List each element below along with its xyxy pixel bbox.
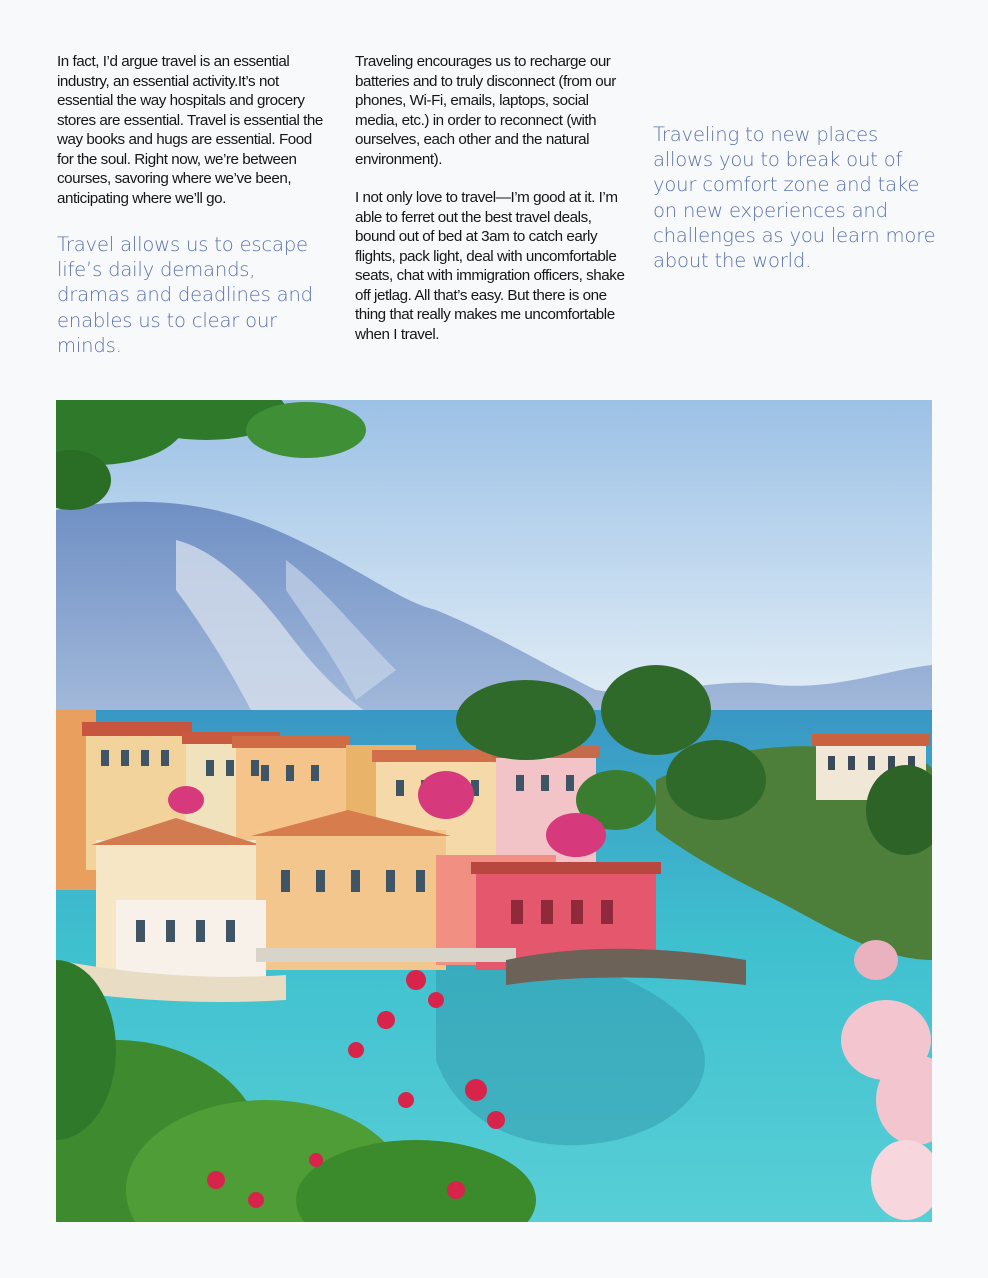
pull-quote-escape: Travel allows us to escape life’s daily demands, dramas and deadlines and enables us to clear our minds.: [57, 233, 313, 357]
coastal-village-photo: [56, 400, 932, 1222]
column-middle: [355, 52, 635, 344]
column-right: [653, 122, 938, 273]
body-paragraph-love-travel: I not only love to travel—I’m good at it. I’m able to ferret out the best travel deals, bound out of bed at 3am to catch early flights, pack light, deal with uncomfortable seats, chat with immigration officers, shake off jetlag. All that’s easy. But there is one thing that really makes me uncomfortable when I travel.: [355, 189, 625, 343]
body-paragraph-recharge: Traveling encourages us to recharge our batteries and to truly disconnect (from our phones, Wi-Fi, emails, laptops, social media, etc.) in order to reconnect (with ourselves, each other and the natural environment).: [355, 53, 616, 168]
pull-quote-new-places: Traveling to new places allows you to break out of your comfort zone and take on new experiences and challenges as you learn more about the world.: [653, 123, 936, 273]
body-paragraph: In fact, I’d argue travel is an essential industry, an essential activity.It’s not essential the way hospitals and grocery stores are essential. Travel is essential the way books and hugs are essential. Food for the soul. Right now, we’re between courses, savoring where we’ve been, anticipating where we’ll go.: [57, 53, 323, 207]
promenade: [256, 948, 516, 962]
column-left: [57, 52, 329, 358]
